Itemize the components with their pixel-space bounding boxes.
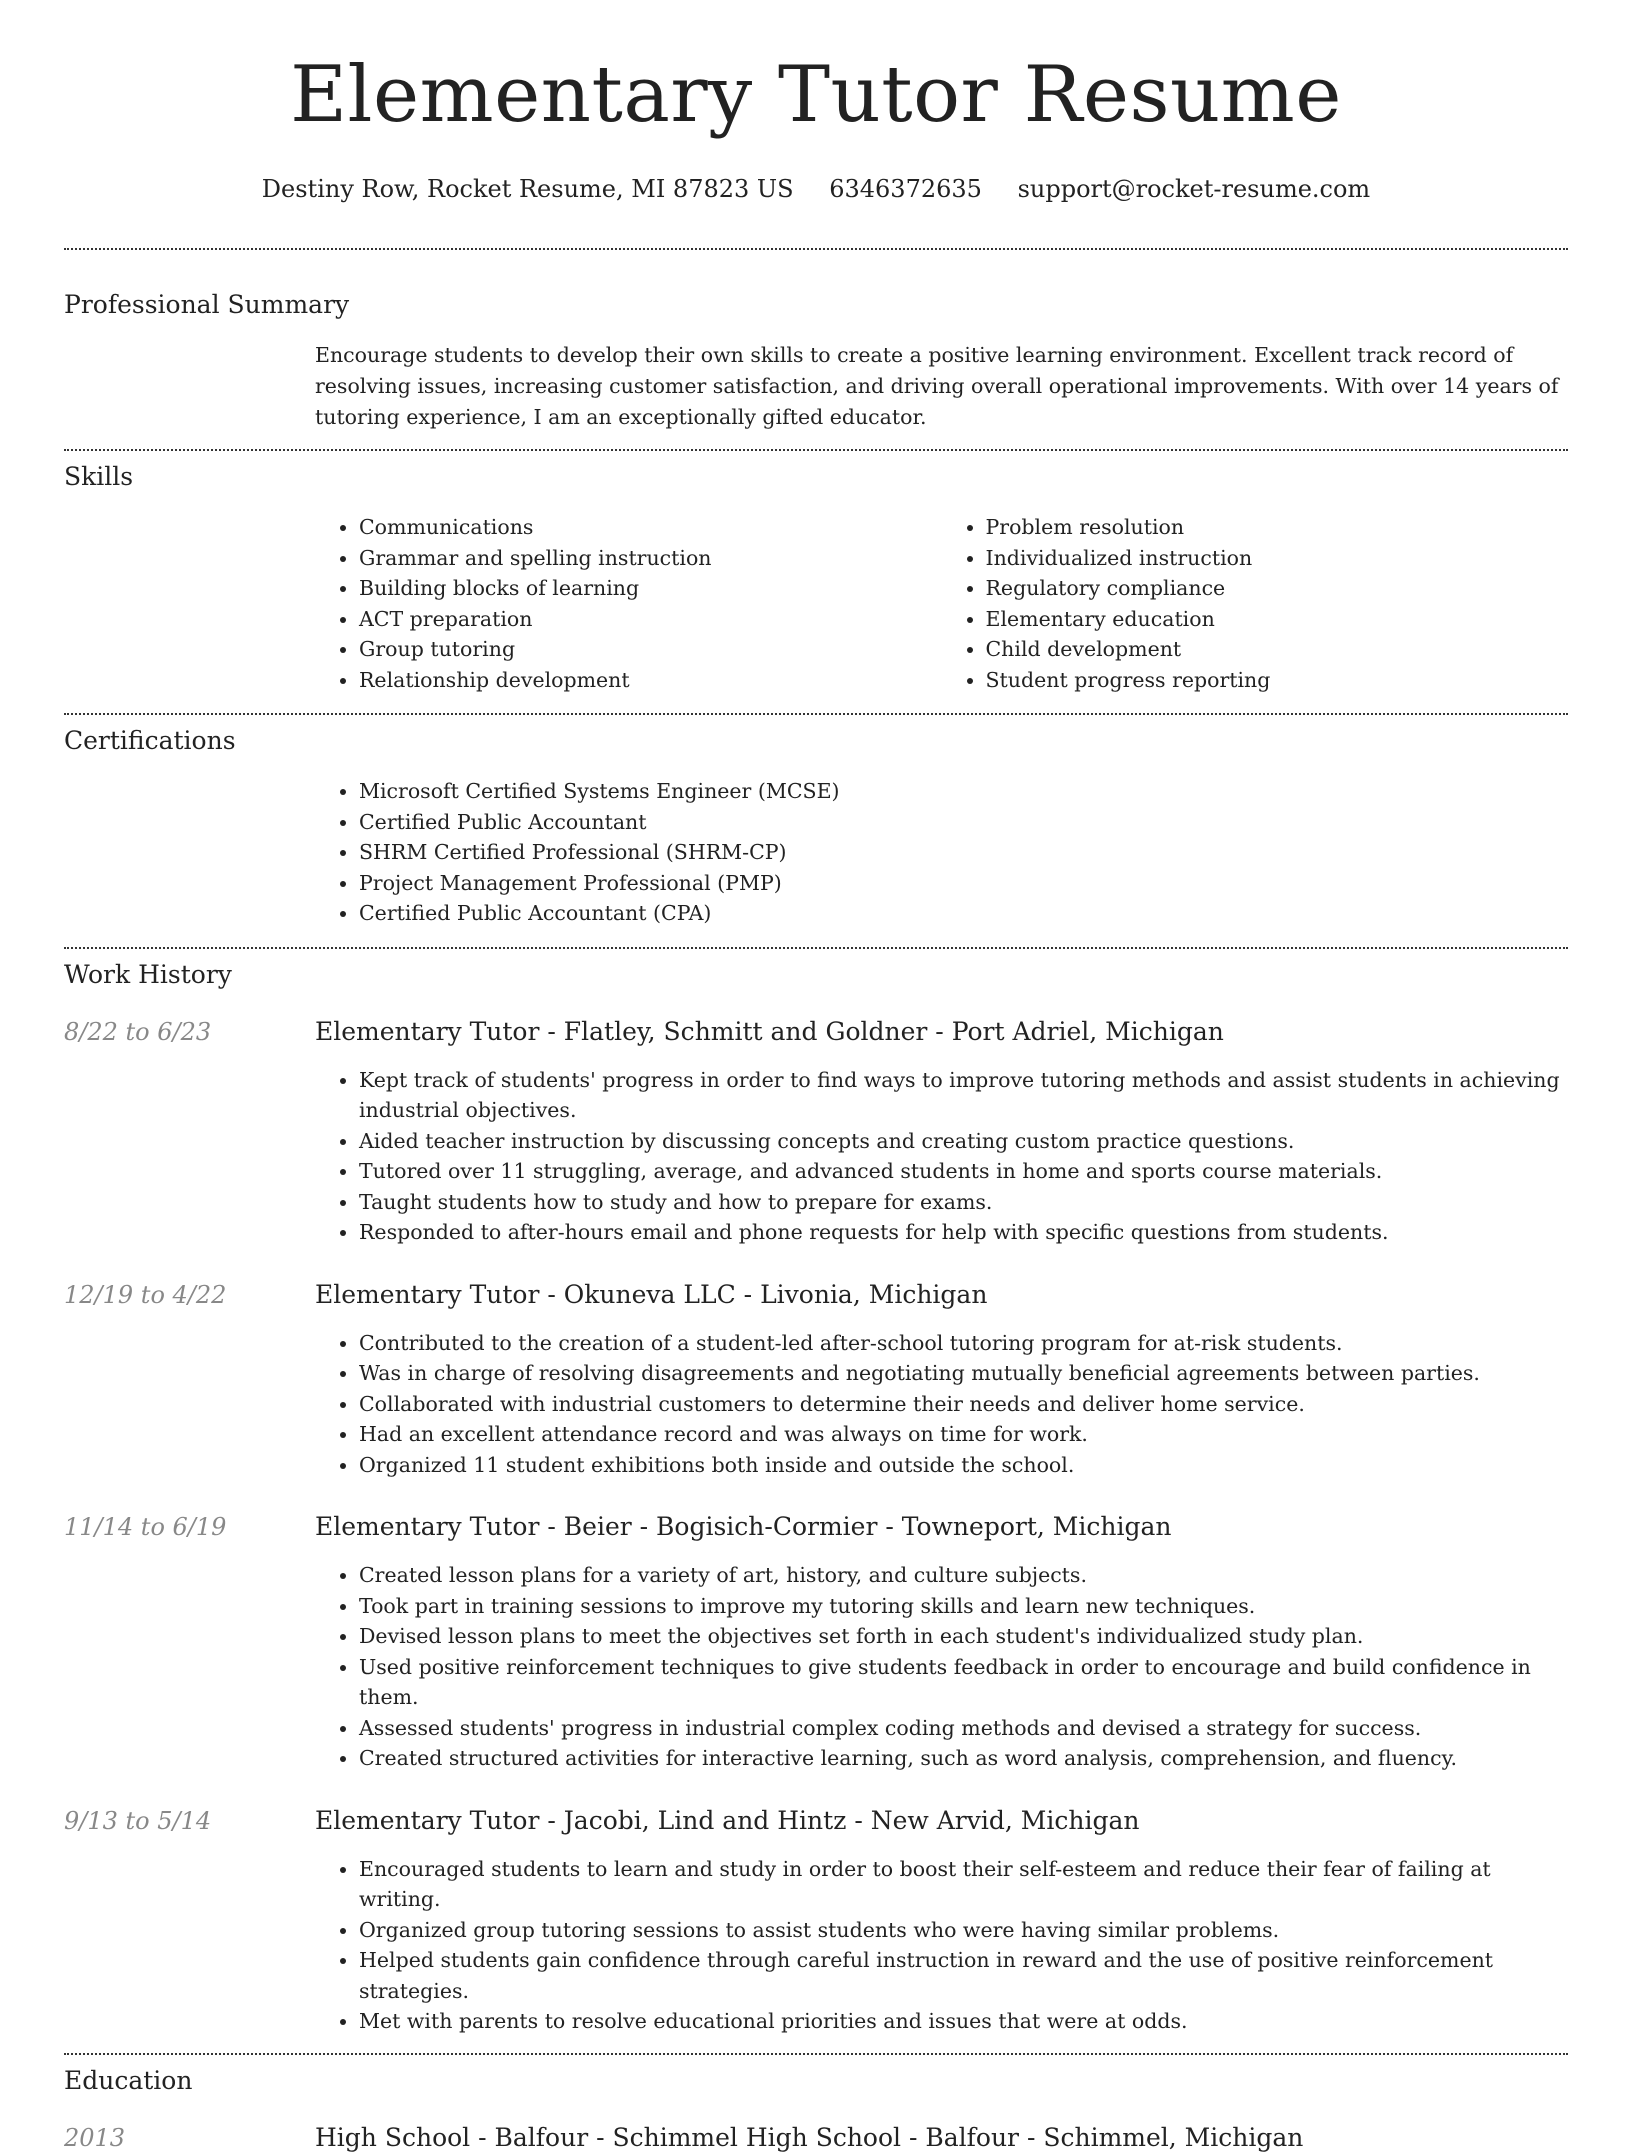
contact-email: support@rocket-resume.com — [1017, 175, 1371, 203]
section-title-work-history: Work History — [64, 959, 232, 989]
job-bullet: • Encouraged students to learn and study in order to boost their self-esteem and reduce their fear of failing at writing. — [359, 1854, 1568, 1915]
skills-column-right — [942, 512, 1569, 695]
skill-item: • Elementary education — [986, 604, 1569, 635]
skill-item: • Problem resolution — [986, 512, 1569, 543]
job-bullet: • Taught students how to study and how to prepare for exams. — [359, 1187, 1568, 1218]
section-title-summary: Professional Summary — [64, 290, 350, 319]
skill-item: • Child development — [986, 634, 1569, 665]
job-entry — [64, 1017, 1568, 1248]
summary-text: Encourage students to develop their own skills to create a positive learning environment. Excellent track record of resolving issues, increasing customer satisfaction, and driving overall operational improvements. With over 14 years of tutoring experience, I am an exceptionally gifted educator. — [315, 343, 1559, 429]
job-bullet: • Met with parents to resolve educational priorities and issues that were at odds. — [359, 2006, 1568, 2037]
job-bullets — [315, 1854, 1568, 2037]
job-title: Elementary Tutor - Okuneva LLC - Livonia, Michigan — [315, 1279, 988, 1309]
contact-phone: 6346372635 — [829, 175, 982, 203]
skills-list — [315, 512, 1568, 695]
job-bullet: • Organized 11 student exhibitions both inside and outside the school. — [359, 1450, 1568, 1481]
job-bullet: • Used positive reinforcement techniques to give students feedback in order to encourage and build confidence in them. — [359, 1652, 1568, 1713]
job-bullet: • Tutored over 11 struggling, average, and advanced students in home and sports course materials. — [359, 1156, 1568, 1187]
section-title-skills: Skills — [64, 462, 134, 491]
job-bullets — [315, 1328, 1568, 1481]
certification-item: • SHRM Certified Professional (SHRM-CP) — [359, 837, 1568, 868]
job-bullet: • Organized group tutoring sessions to assist students who were having similar problems. — [359, 1915, 1568, 1946]
job-title: Elementary Tutor - Beier - Bogisich-Cormier - Towneport, Michigan — [315, 1512, 1172, 1541]
skill-item: • Student progress reporting — [986, 665, 1569, 696]
skill-item: • Relationship development — [359, 665, 942, 696]
job-bullet: • Responded to after-hours email and phone requests for help with specific questions from students. — [359, 1217, 1568, 1248]
job-bullet: • Contributed to the creation of a student-led after-school tutoring program for at-risk students. — [359, 1328, 1568, 1359]
job-bullet: • Took part in training sessions to improve my tutoring skills and learn new techniques. — [359, 1591, 1568, 1622]
skill-item: • Regulatory compliance — [986, 573, 1569, 604]
job-dates: 12/19 to 4/22 — [64, 1280, 227, 1309]
job-entry — [64, 1806, 1568, 2037]
contact-address: Destiny Row, Rocket Resume, MI 87823 US — [261, 175, 794, 203]
skill-item: • Building blocks of learning — [359, 573, 942, 604]
certification-item: • Microsoft Certified Systems Engineer (MCSE) — [359, 776, 1568, 807]
job-entry — [64, 1512, 1568, 1774]
job-bullet: • Aided teacher instruction by discussing concepts and creating custom practice questions. — [359, 1126, 1568, 1157]
divider — [64, 248, 1568, 250]
divider — [64, 947, 1568, 949]
job-dates: 9/13 to 5/14 — [64, 1806, 212, 1835]
skills-column-left — [315, 512, 942, 695]
certification-item: • Certified Public Accountant (CPA) — [359, 898, 1568, 929]
section-title-certifications: Certifications — [64, 726, 236, 755]
job-bullet: • Had an excellent attendance record and was always on time for work. — [359, 1419, 1568, 1450]
divider — [64, 2053, 1568, 2055]
education-line: High School - Balfour - Schimmel High School - Balfour - Schimmel, Michigan — [315, 2122, 1304, 2152]
job-title: Elementary Tutor - Flatley, Schmitt and Goldner - Port Adriel, Michigan — [315, 1016, 1224, 1046]
section-title-education: Education — [64, 2065, 193, 2095]
job-dates: 8/22 to 6/23 — [64, 1017, 212, 1046]
job-title: Elementary Tutor - Jacobi, Lind and Hintz - New Arvid, Michigan — [315, 1805, 1140, 1835]
divider — [64, 449, 1568, 451]
education-dates: 2013 — [64, 2123, 126, 2152]
skill-item: • Group tutoring — [359, 634, 942, 665]
certification-item: • Certified Public Accountant — [359, 807, 1568, 838]
job-bullet: • Collaborated with industrial customers to determine their needs and deliver home service. — [359, 1389, 1568, 1420]
job-bullet: • Created lesson plans for a variety of art, history, and culture subjects. — [359, 1560, 1568, 1591]
certification-item: • Project Management Professional (PMP) — [359, 868, 1568, 899]
certifications-list — [315, 776, 1568, 929]
contact-line — [64, 174, 1568, 204]
skill-item: • Individualized instruction — [986, 543, 1569, 574]
resume-page — [64, 0, 1568, 2153]
job-bullet: • Assessed students' progress in industrial complex coding methods and devised a strategy for success. — [359, 1713, 1568, 1744]
job-dates: 11/14 to 6/19 — [64, 1513, 227, 1541]
skill-item: • Communications — [359, 512, 942, 543]
job-bullet: • Created structured activities for interactive learning, such as word analysis, comprehension, and fluency. — [359, 1743, 1568, 1774]
job-entry — [64, 1280, 1568, 1481]
job-bullet: • Kept track of students' progress in order to find ways to improve tutoring methods and assist students in achieving industrial objectives. — [359, 1065, 1568, 1126]
job-bullet: • Helped students gain confidence through careful instruction in reward and the use of positive reinforcement strategies. — [359, 1945, 1568, 2006]
job-bullet: • Was in charge of resolving disagreements and negotiating mutually beneficial agreements between parties. — [359, 1358, 1568, 1389]
job-bullets — [315, 1560, 1568, 1774]
job-bullet: • Devised lesson plans to meet the objectives set forth in each student's individualized study plan. — [359, 1621, 1568, 1652]
skill-item: • Grammar and spelling instruction — [359, 543, 942, 574]
education-entry — [64, 2123, 1568, 2153]
divider — [64, 713, 1568, 715]
skill-item: • ACT preparation — [359, 604, 942, 635]
resume-title: Elementary Tutor Resume — [290, 50, 1342, 140]
job-bullets — [315, 1065, 1568, 1248]
